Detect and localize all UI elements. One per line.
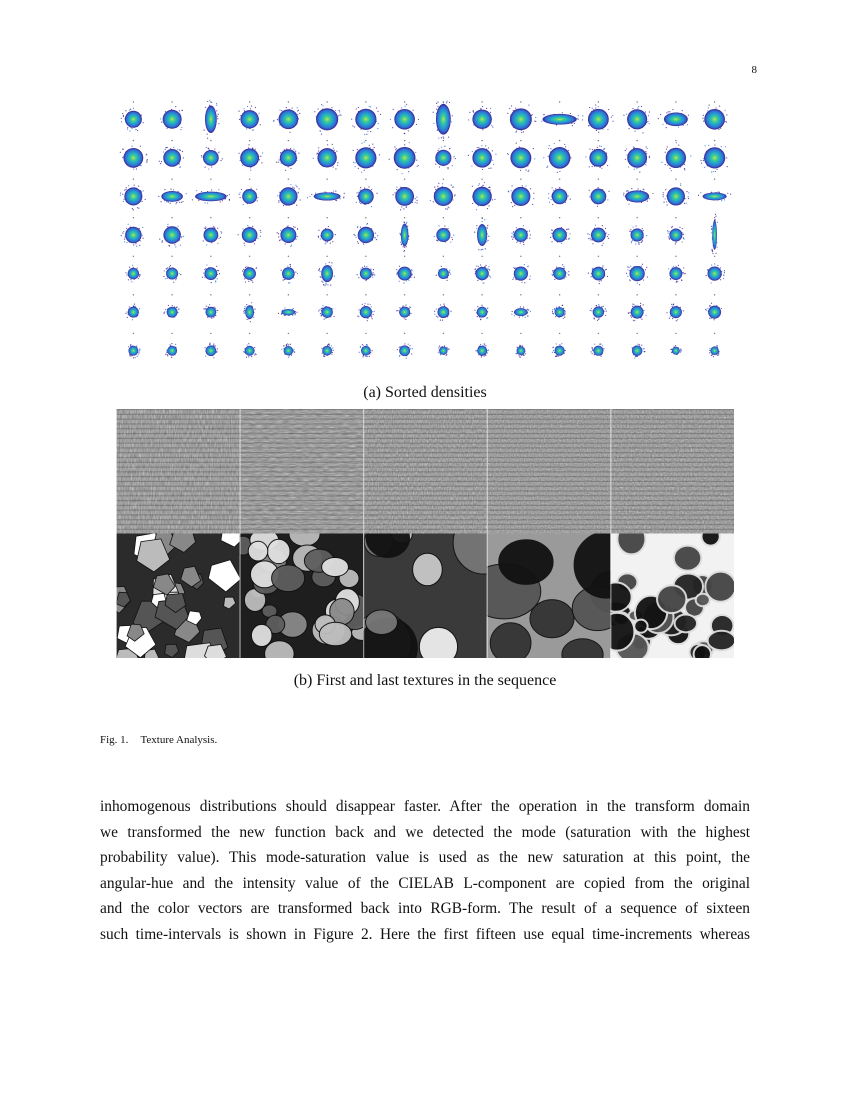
- density-plot: [705, 294, 722, 320]
- figure-caption-label: Fig. 1.: [100, 734, 129, 746]
- density-plot: [318, 256, 335, 287]
- figure-caption: [100, 734, 217, 746]
- density-plot: [318, 217, 336, 245]
- density-plot: [396, 256, 415, 284]
- density-plot: [203, 217, 222, 245]
- density-plot: [125, 294, 140, 320]
- density-plot: [661, 140, 691, 171]
- body-line: probability value). This mode-saturation value is used as the new saturation at this point, the: [100, 849, 750, 867]
- density-plot: [389, 140, 419, 174]
- density-plot: [281, 333, 295, 358]
- density-plot: [318, 294, 335, 320]
- density-plot: [242, 256, 257, 283]
- texture-tile-first: [487, 409, 611, 534]
- density-plot: [356, 178, 378, 207]
- density-plot: [507, 101, 536, 133]
- density-plot: [357, 256, 376, 282]
- density-plot: [435, 140, 456, 169]
- density-plot: [120, 178, 146, 210]
- density-plot: [390, 101, 419, 134]
- density-plot: [281, 256, 299, 284]
- density-plot: [472, 178, 496, 210]
- density-plot: [709, 333, 720, 358]
- density-plot: [512, 256, 531, 284]
- density-plot: [548, 178, 571, 205]
- body-line: and the color vectors are transformed back into RGB-form. The result of a sequence of sixteen: [100, 900, 750, 918]
- density-plot: [435, 256, 451, 281]
- density-plot: [668, 256, 686, 283]
- density-plot: [163, 294, 179, 318]
- density-plot: [508, 178, 535, 207]
- density-plot: [589, 178, 610, 206]
- density-plot: [434, 217, 455, 243]
- density-plot: [468, 101, 493, 130]
- density-plot: [120, 140, 148, 170]
- density-plot: [623, 101, 650, 133]
- density-plot: [165, 333, 177, 358]
- density-plot: [468, 140, 497, 170]
- density-plot: [396, 294, 411, 320]
- texture-sequence-image: [116, 409, 734, 658]
- density-plot: [243, 294, 255, 322]
- density-plot: [552, 294, 566, 319]
- density-plot: [307, 178, 345, 201]
- density-plot: [192, 178, 230, 203]
- density-plot: [121, 101, 144, 131]
- density-plot: [238, 140, 263, 171]
- density-plot: [632, 333, 646, 359]
- density-plot: [511, 294, 531, 318]
- density-plot: [158, 178, 187, 204]
- density-plot: [474, 217, 489, 251]
- density-plot: [359, 333, 373, 358]
- density-plot: [243, 333, 257, 358]
- figure-caption-text: Texture Analysis.: [140, 734, 218, 746]
- body-line: angular-hue and the intensity value of the CIELAB L-component are copied from the original: [100, 874, 750, 892]
- density-plot: [507, 140, 535, 172]
- texture-tile-first: [240, 409, 364, 534]
- density-plot: [273, 101, 300, 133]
- panel-b-caption: (b) First and last textures in the sequence: [293, 672, 557, 689]
- density-plot: [511, 217, 531, 245]
- density-plot: [628, 294, 647, 321]
- density-plot: [313, 140, 339, 170]
- density-plot: [588, 101, 614, 133]
- density-plot: [238, 217, 262, 246]
- texture-tile-first: [610, 409, 734, 534]
- density-plot: [663, 178, 690, 205]
- density-plot: [534, 101, 583, 126]
- body-paragraph: [100, 794, 750, 948]
- body-line: such time-intervals is shown in Figure 2. Here the first fifteen use equal time-increments whereas: [100, 925, 750, 943]
- density-plot: [321, 333, 333, 357]
- density-plot: [203, 100, 219, 139]
- density-plot: [397, 333, 413, 359]
- density-plot: [430, 178, 456, 209]
- density-plot: [550, 217, 571, 244]
- density-plot: [163, 256, 181, 283]
- body-line: we transformed the new function back and we detected the mode (saturation with the highest: [100, 823, 750, 841]
- density-plot: [587, 217, 609, 246]
- density-plot: [159, 140, 184, 168]
- density-plot: [588, 256, 608, 285]
- density-plot: [658, 101, 689, 128]
- density-plot: [160, 101, 183, 130]
- density-plot: [667, 217, 685, 244]
- density-plot: [354, 217, 379, 245]
- density-plot: [475, 256, 492, 284]
- density-plot: [121, 217, 144, 247]
- texture-tile-last: [234, 523, 373, 658]
- density-plot: [700, 140, 727, 173]
- density-plot: [202, 256, 220, 284]
- density-plot: [698, 178, 731, 201]
- density-plot: [434, 294, 451, 321]
- density-plot: [702, 101, 727, 130]
- density-plot: [706, 256, 726, 284]
- page-number: 8: [751, 64, 757, 76]
- density-plot: [399, 217, 409, 252]
- density-plot: [626, 256, 648, 286]
- body-line: inhomogenous distributions should disappear faster. After the operation in the transform domain: [100, 798, 750, 815]
- density-plot: [629, 217, 647, 245]
- density-plot: [203, 294, 218, 319]
- density-plot: [474, 294, 488, 320]
- density-plot: [585, 140, 608, 169]
- density-plot: [543, 140, 571, 173]
- density-plot: [277, 217, 299, 247]
- texture-tile-first: [116, 409, 240, 534]
- texture-tile-first: [363, 409, 487, 534]
- density-plot: [433, 100, 453, 138]
- density-plot: [238, 101, 260, 131]
- density-plot: [711, 214, 718, 254]
- density-plot: [475, 333, 489, 358]
- density-plot: [278, 294, 298, 316]
- density-plot: [515, 333, 525, 358]
- sorted-densities-grid: [114, 96, 734, 366]
- density-plot: [204, 333, 217, 359]
- density-plot: [551, 256, 569, 281]
- density-plot: [590, 333, 604, 357]
- panel-a-caption: (a) Sorted densities: [363, 384, 487, 401]
- density-plot: [128, 333, 141, 359]
- density-plot: [393, 178, 418, 210]
- texture-tile-last: [116, 527, 243, 658]
- density-plot: [438, 333, 450, 356]
- density-plot: [666, 294, 684, 321]
- density-plot: [276, 140, 300, 171]
- density-plot: [159, 217, 184, 248]
- density-plot: [353, 140, 380, 173]
- density-plot: [357, 294, 374, 321]
- density-plot: [277, 178, 301, 206]
- density-plot: [351, 101, 381, 135]
- density-plot: [671, 333, 682, 355]
- density-plot: [314, 101, 341, 134]
- texture-tile-last: [600, 524, 734, 658]
- density-plot: [590, 294, 607, 321]
- density-plot: [125, 256, 140, 283]
- density-plot: [625, 140, 650, 173]
- density-plot: [201, 140, 223, 170]
- density-plot: [238, 178, 258, 205]
- density-plot: [552, 333, 566, 357]
- density-plot: [623, 178, 654, 204]
